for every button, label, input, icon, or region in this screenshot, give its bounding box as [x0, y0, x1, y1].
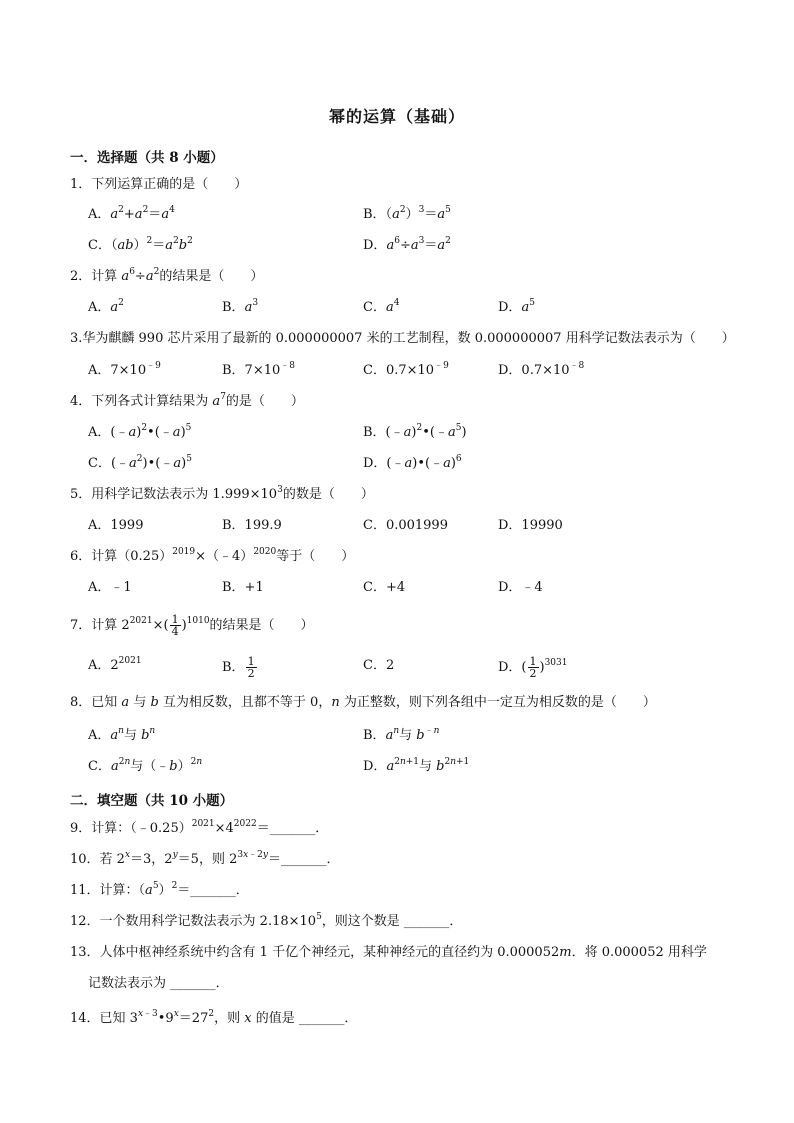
option-a[interactable]: A．﹣1	[88, 580, 132, 595]
document-title: 幂的运算（基础）	[328, 107, 465, 126]
option-b[interactable]: B．$a^3$	[222, 298, 259, 315]
options-row-q6	[0, 578, 794, 598]
question-3: 3.华为麒麟 990 芯片采用了最新的 0.000000007 米的工艺制程，数 0.000000007 用科学记数法表示为（ ）	[70, 331, 735, 346]
question-number: 6．	[70, 549, 92, 564]
option-c[interactable]: C．+4	[363, 580, 406, 595]
option-d[interactable]: D．( $\frac{1}{2}$ )$^{3031}$	[498, 655, 568, 680]
option-b[interactable]: B． $\frac{1}{2}$	[222, 655, 255, 680]
options-row-q1a	[0, 205, 794, 225]
question-number: 8．	[70, 695, 92, 710]
question-10: 10．若 $2^x=3$，$2^y=5$，则 $2^{3x﹣2y}=\_\_\_\_\_\_\_$．	[70, 850, 340, 867]
option-c[interactable]: C．$a^4$	[363, 298, 400, 315]
option-a[interactable]: A．$a^2$	[88, 298, 124, 315]
option-c[interactable]: C．$0.7\times 10^{﹣9}$	[363, 361, 449, 378]
question-number: 4．	[70, 394, 92, 409]
option-c[interactable]: C．$(﹣a^2)•(﹣a)^5$	[88, 454, 192, 471]
option-d[interactable]: D．$a^{2n+1}$与 $b^{2n+1}$	[363, 757, 470, 774]
question-6: 6．计算$(0.25)^{2019}\times(﹣4)^{2020}$等于（ ）	[70, 547, 355, 564]
options-row-q7	[0, 655, 794, 680]
options-row-q4b	[0, 454, 794, 474]
options-row-q4a	[0, 423, 794, 443]
question-11: 11．计算：$(a^5)^2=\_\_\_\_\_\_\_$．	[70, 881, 249, 898]
option-d[interactable]: D．$a^5$	[498, 298, 535, 315]
question-4: 4．下列各式计算结果为 $a^7$的是（ ）	[70, 392, 304, 409]
option-d[interactable]: D．(﹣a)•(﹣a)$^6$	[363, 454, 462, 471]
question-9: 9．计算：$(﹣0.25)^{2021}\times 4^{2022}=\_\_\_\_\_\_\_$．	[70, 819, 329, 836]
question-12: 12．一个数用科学记数法表示为 $2.18\times 10^5$，则这个数是 _______．	[70, 912, 463, 929]
options-row-q8b	[0, 757, 794, 777]
option-b[interactable]: B．$(﹣a)^2•(﹣a^5)$	[363, 423, 467, 440]
fraction: $\frac{1}{4}$	[171, 613, 179, 638]
question-number: 7．	[70, 618, 92, 633]
question-2: 2．计算 $a^6\div a^2$的结果是（ ）	[70, 267, 264, 284]
option-d[interactable]: D．19990	[498, 518, 563, 533]
question-13-cont: 记数法表示为 _______．	[88, 976, 229, 991]
question-5: 5．用科学记数法表示为 $1.999\times 10^3$的数是（ ）	[70, 485, 374, 502]
option-a[interactable]: A．$a^2+a^2=a^4$	[88, 205, 175, 222]
option-a[interactable]: A．$7\times 10^{﹣9}$	[88, 361, 161, 378]
question-13: 13．人体中枢神经系统中约含有 1 千亿个神经元，某种神经元的直径约为 0.000052m．将 0.000052 用科学	[70, 945, 707, 960]
option-c[interactable]: C．2	[363, 658, 395, 673]
option-b[interactable]: B．$(a^2)^3=a^5$	[363, 205, 451, 222]
question-1	[70, 176, 247, 194]
options-row-q3	[0, 361, 794, 381]
question-8: 8．已知 a 与 b 互为相反数，且都不等于 0，n 为正整数，则下列各组中一定互为相反数的是（ ）	[70, 695, 656, 710]
option-b[interactable]: B．$a^n$与 $b^{﹣n}$	[363, 726, 440, 743]
option-b[interactable]: B．199.9	[222, 518, 282, 533]
option-c[interactable]: C．$a^{2n}$与（﹣b）$^{2n}$	[88, 757, 203, 774]
option-b[interactable]: B．+1	[222, 580, 264, 595]
option-a[interactable]: A．1999	[88, 518, 144, 533]
option-a[interactable]: A．(﹣a)$^2$•(﹣a)$^5$	[88, 423, 192, 440]
question-number: 2．	[70, 269, 92, 284]
option-a[interactable]: A．$a^n$与 $b^n$	[88, 726, 156, 743]
section-heading-fill: 二．填空题（共 10 小题）	[70, 793, 234, 809]
question-number: 1．	[70, 177, 92, 192]
options-row-q1b	[0, 236, 794, 256]
option-a[interactable]: A．$2^{2021}$	[88, 656, 142, 673]
question-14: 14．已知 $3^{x﹣3}•9^x=27^2$，则 x 的值是 _______．	[70, 1009, 358, 1026]
option-c[interactable]: C．0.001999	[363, 518, 448, 533]
options-row-q2	[0, 298, 794, 318]
question-stem: 下列运算正确的是（ ）	[91, 177, 248, 192]
question-7: 7．计算 $2^{2021}\times$( $\frac{1}{4}$ )$^{1010}$的结果是（ ）	[70, 613, 314, 638]
options-row-q8a	[0, 726, 794, 746]
option-c[interactable]: C．$(ab)^2=a^2b^2$	[88, 236, 193, 253]
question-number: 5．	[70, 487, 92, 502]
option-d[interactable]: D．﹣4	[498, 580, 543, 595]
options-row-q5	[0, 516, 794, 536]
section-heading-choice: 一．选择题（共 8 小题）	[70, 150, 224, 166]
option-b[interactable]: B．$7\times 10^{﹣8}$	[222, 361, 295, 378]
option-d[interactable]: D．$a^6\div a^3=a^2$	[363, 236, 451, 253]
option-d[interactable]: D．$0.7\times 10^{﹣8}$	[498, 361, 585, 378]
